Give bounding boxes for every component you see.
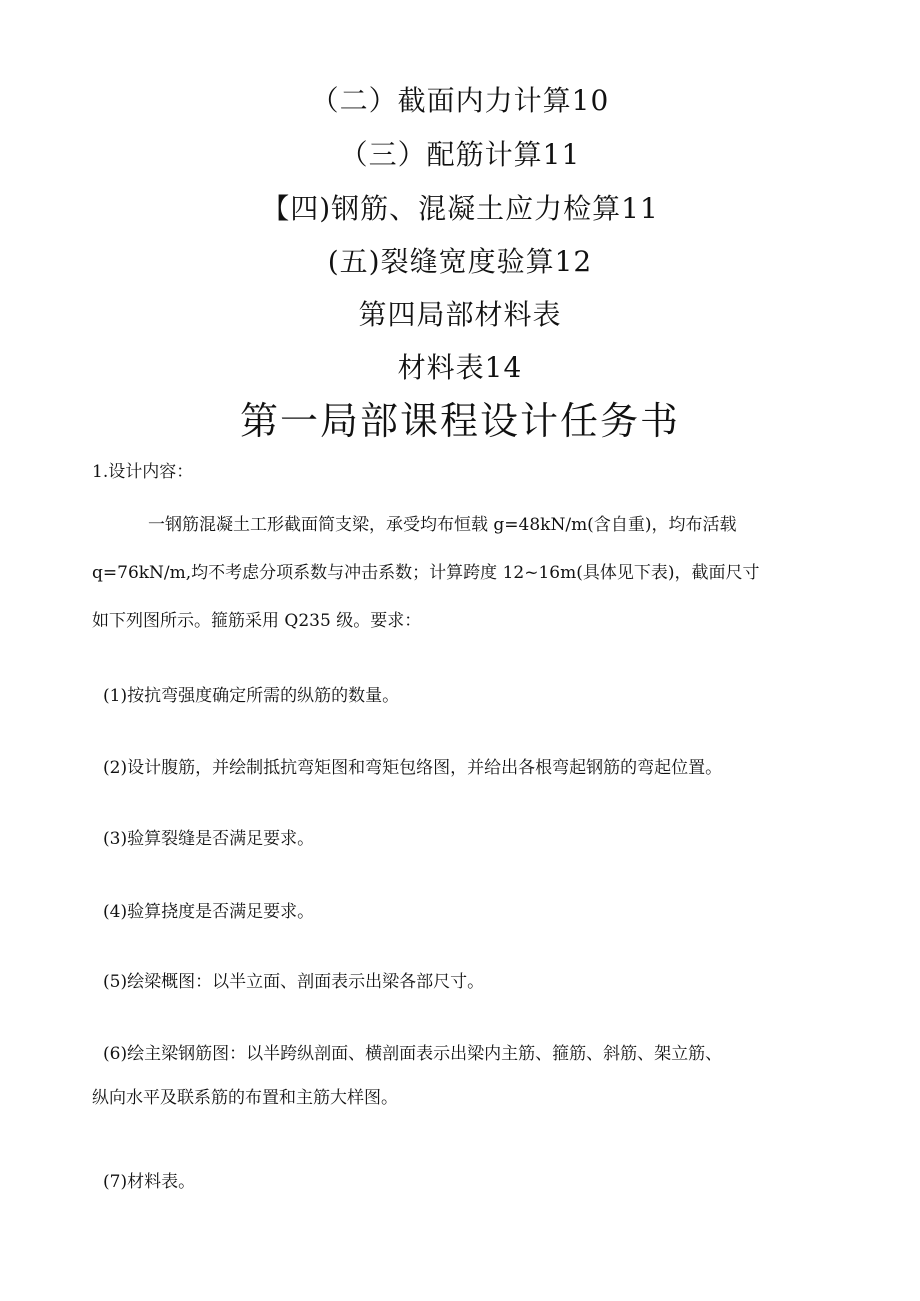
requirement-item: (5)绘梁概图：以半立面、剖面表示出梁各部尺寸。 bbox=[103, 972, 485, 992]
toc-item-section-forces: （二）截面内力计算10 bbox=[310, 84, 610, 117]
requirement-item: (4)验算挠度是否满足要求。 bbox=[103, 902, 315, 922]
chapter-title: 第一局部课程设计任务书 bbox=[239, 399, 680, 443]
intro-line: q=76kN∕m,均不考虑分项系数与冲击系数；计算跨度 12~16m(具体见下表)，截面尺寸 bbox=[92, 563, 760, 583]
intro-paragraph bbox=[92, 501, 832, 645]
section-heading: 1.设计内容： bbox=[92, 462, 194, 482]
toc-item-stress-check: 【四)钢筋、混凝土应力检算11 bbox=[261, 192, 659, 225]
requirement-item: (7)材料表。 bbox=[103, 1172, 196, 1192]
requirement-item-multiline bbox=[92, 1042, 852, 1110]
toc-item-part-four: 第四局部材料表 bbox=[358, 298, 562, 331]
requirement-item: (6)绘主梁钢筋图：以半跨纵剖面、横剖面表示出梁内主筋、箍筋、斜筋、架立筋、 bbox=[103, 1044, 723, 1064]
toc-item-material-table: 材料表14 bbox=[397, 351, 523, 384]
requirement-item: (1)按抗弯强度确定所需的纵筋的数量。 bbox=[103, 686, 400, 706]
toc-item-reinforcement: （三）配筋计算11 bbox=[339, 138, 581, 171]
requirement-item: (2)设计腹筋，并绘制抵抗弯矩图和弯矩包络图，并给出各根弯起钢筋的弯起位置。 bbox=[103, 758, 723, 778]
toc-item-crack-width: (五)裂缝宽度验算12 bbox=[327, 245, 593, 278]
requirement-item: (3)验算裂缝是否满足要求。 bbox=[103, 829, 315, 849]
requirement-item-continued: 纵向水平及联系筋的布置和主筋大样图。 bbox=[92, 1088, 398, 1108]
intro-line: 如下列图所示。箍筋采用 Q235 级。要求： bbox=[92, 611, 422, 631]
intro-line: 一钢筋混凝土工形截面简支梁，承受均布恒载 g=48kN∕m(含自重)，均布活载 bbox=[148, 515, 737, 535]
